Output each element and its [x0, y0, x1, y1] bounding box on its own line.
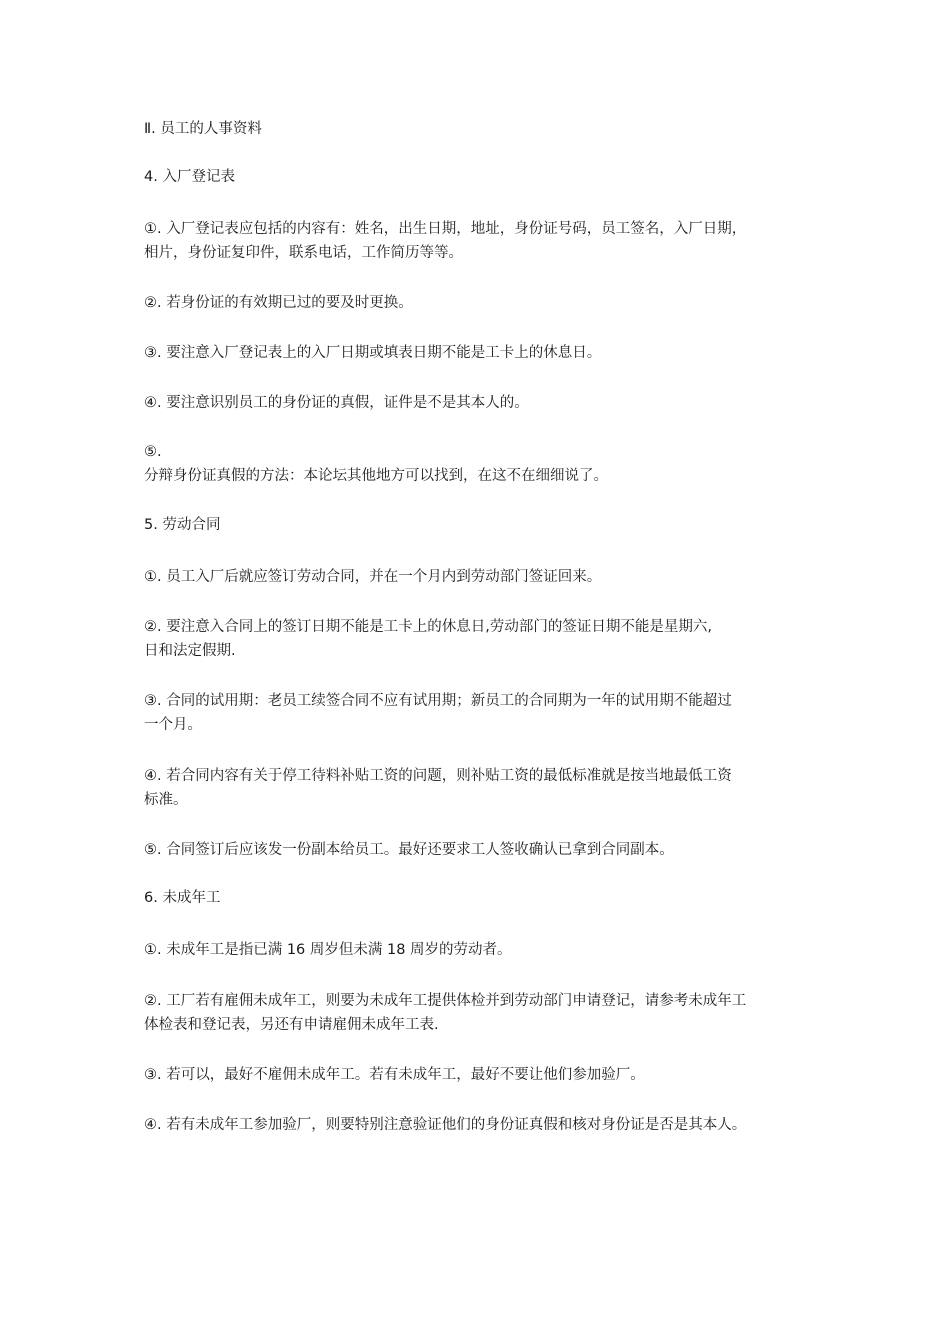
paragraph-line: ⑤. 合同签订后应该发一份副本给员工。最好还要求工人签收确认已拿到合同副本。 [144, 842, 674, 858]
paragraph-line: ①. 未成年工是指已满 16 周岁但未满 18 周岁的劳动者。 [144, 942, 512, 958]
paragraph-line: ④. 要注意识别员工的身份证的真假，证件是不是其本人的。 [144, 395, 529, 411]
heading-labor-contract: 5. 劳动合同 [144, 517, 221, 533]
paragraph-line: 分辩身份证真假的方法：本论坛其他地方可以找到，在这不在细细说了。 [144, 468, 608, 484]
heading-underage-workers: 6. 未成年工 [144, 890, 221, 906]
paragraph-line: ③. 合同的试用期：老员工续签合同不应有试用期；新员工的合同期为一年的试用期不能超过 [144, 693, 732, 709]
paragraph-line: 相片，身份证复印件，联系电话，工作简历等等。 [144, 245, 463, 261]
paragraph-line: ①. 入厂登记表应包括的内容有：姓名，出生日期，地址，身份证号码，员工签名，入厂日期， [144, 221, 747, 237]
paragraph-line: ①. 员工入厂后就应签订劳动合同，并在一个月内到劳动部门签证回来。 [144, 569, 602, 585]
paragraph-line: ②. 要注意入合同上的签订日期不能是工卡上的休息日,劳动部门的签证日期不能是星期六, [144, 619, 712, 635]
paragraph-line: 一个月。 [144, 717, 202, 733]
paragraph-line: ②. 若身份证的有效期已过的要及时更换。 [144, 295, 413, 311]
paragraph-line: ④. 若合同内容有关于停工待料补贴工资的问题，则补贴工资的最低标准就是按当地最低工资 [144, 768, 732, 784]
section-title: Ⅱ. 员工的人事资料 [144, 121, 262, 137]
paragraph-line: ③. 要注意入厂登记表上的入厂日期或填表日期不能是工卡上的休息日。 [144, 345, 602, 361]
paragraph-line: 标准。 [144, 792, 188, 808]
paragraph-line: 体检表和登记表，另还有申请雇佣未成年工表. [144, 1017, 439, 1033]
heading-registration-form: 4. 入厂登记表 [144, 169, 235, 185]
paragraph-line: ④. 若有未成年工参加验厂，则要特别注意验证他们的身份证真假和核对身份证是否是其本人。 [144, 1117, 747, 1133]
paragraph-line: 日和法定假期. [144, 643, 236, 659]
paragraph-line: ③. 若可以，最好不雇佣未成年工。若有未成年工，最好不要让他们参加验厂。 [144, 1067, 645, 1083]
list-marker: ⑤. [144, 444, 162, 460]
paragraph-line: ②. 工厂若有雇佣未成年工，则要为未成年工提供体检并到劳动部门申请登记，请参考未成年工 [144, 993, 747, 1009]
